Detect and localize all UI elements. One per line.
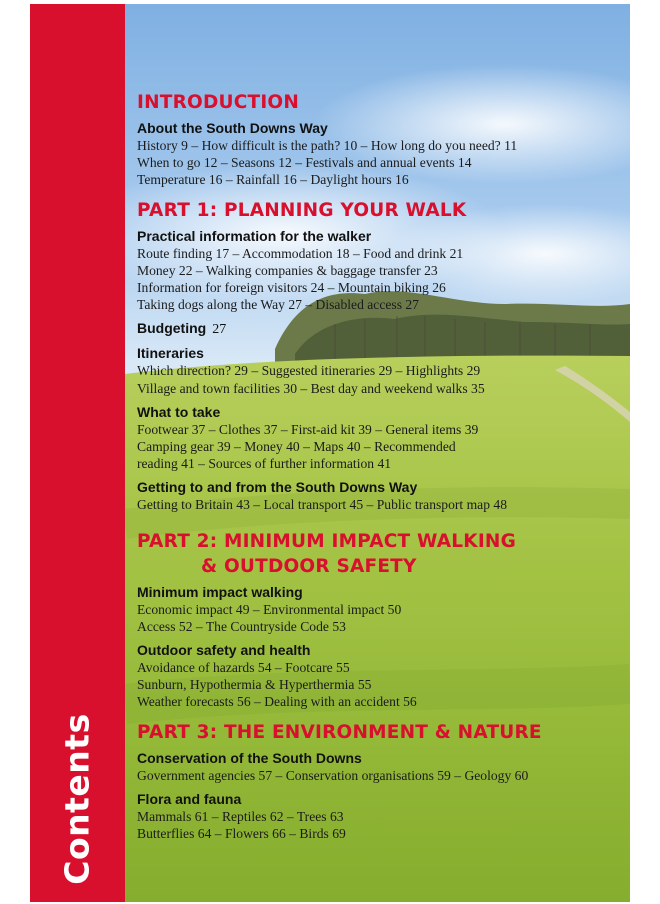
contents-page bbox=[30, 4, 630, 902]
toc-entry: Getting to Britain 43 – Local transport 45 – Public transport map 48 bbox=[137, 497, 507, 513]
group-page: 27 bbox=[212, 322, 227, 338]
part2-heading-line1: PART 2: MINIMUM IMPACT WALKING bbox=[137, 530, 516, 552]
sidebar bbox=[30, 4, 125, 902]
toc-entry: Taking dogs along the Way 27 – Disabled access 27 bbox=[137, 297, 419, 313]
toc-group bbox=[137, 642, 627, 711]
toc-group bbox=[137, 404, 627, 473]
group-title: Itineraries bbox=[137, 345, 204, 362]
group-title: Getting to and from the South Downs Way bbox=[137, 479, 418, 496]
toc-group bbox=[137, 791, 627, 842]
toc-group bbox=[137, 750, 627, 784]
group-title: Minimum impact walking bbox=[137, 583, 303, 600]
table-of-contents bbox=[137, 90, 627, 849]
group-title-text: Budgeting bbox=[137, 320, 207, 337]
group-title: What to take bbox=[137, 403, 221, 420]
toc-group bbox=[137, 479, 627, 513]
toc-entry: Economic impact 49 – Environmental impact 50 bbox=[137, 601, 402, 617]
toc-entry: Village and town facilities 30 – Best day and weekend walks 35 bbox=[137, 380, 485, 396]
toc-group bbox=[137, 228, 627, 314]
toc-entry: When to go 12 – Seasons 12 – Festivals and annual events 14 bbox=[137, 155, 472, 171]
sidebar-title: Contents bbox=[57, 713, 97, 885]
group-title: Flora and fauna bbox=[137, 790, 242, 807]
toc-entry: Route finding 17 – Accommodation 18 – Food and drink 21 bbox=[137, 245, 464, 261]
group-title bbox=[137, 320, 627, 338]
toc-entry: Which direction? 29 – Suggested itineraries 29 – Highlights 29 bbox=[137, 363, 481, 379]
part2-heading-line2: & OUTDOOR SAFETY bbox=[201, 555, 417, 577]
toc-entry: Money 22 – Walking companies & baggage transfer 23 bbox=[137, 262, 438, 278]
toc-entry: Sunburn, Hypothermia & Hyperthermia 55 bbox=[137, 677, 372, 693]
group-title: Practical information for the walker bbox=[137, 227, 372, 244]
toc-entry: Footwear 37 – Clothes 37 – First-aid kit 39 – General items 39 bbox=[137, 421, 479, 437]
group-title: About the South Downs Way bbox=[137, 120, 328, 136]
toc-entry: Weather forecasts 56 – Dealing with an accident 56 bbox=[137, 694, 417, 710]
toc-group bbox=[137, 584, 627, 635]
toc-group bbox=[137, 120, 627, 189]
toc-group bbox=[137, 345, 627, 396]
section-heading-part1: PART 1: PLANNING YOUR WALK bbox=[137, 199, 467, 221]
toc-entry: History 9 – How difficult is the path? 10 – How long do you need? 11 bbox=[137, 138, 518, 153]
group-title: Outdoor safety and health bbox=[137, 642, 311, 659]
group-title: Conservation of the South Downs bbox=[137, 749, 362, 766]
toc-entry: Information for foreign visitors 24 – Mountain biking 26 bbox=[137, 280, 446, 296]
toc-entry: Butterflies 64 – Flowers 66 – Birds 69 bbox=[137, 826, 346, 842]
toc-entry: Avoidance of hazards 54 – Footcare 55 bbox=[137, 660, 350, 676]
toc-group bbox=[137, 320, 627, 338]
toc-entry: Access 52 – The Countryside Code 53 bbox=[137, 618, 346, 634]
toc-entry: Mammals 61 – Reptiles 62 – Trees 63 bbox=[137, 808, 344, 824]
toc-entry: Temperature 16 – Rainfall 16 – Daylight hours 16 bbox=[137, 172, 409, 188]
section-heading-part2 bbox=[137, 529, 627, 579]
section-heading-introduction: INTRODUCTION bbox=[137, 92, 300, 113]
section-heading-part3: PART 3: THE ENVIRONMENT & NATURE bbox=[137, 721, 542, 743]
toc-entry: Government agencies 57 – Conservation organisations 59 – Geology 60 bbox=[137, 767, 529, 783]
toc-entry: reading 41 – Sources of further information 41 bbox=[137, 456, 392, 472]
toc-entry: Camping gear 39 – Money 40 – Maps 40 – Recommended bbox=[137, 439, 456, 455]
